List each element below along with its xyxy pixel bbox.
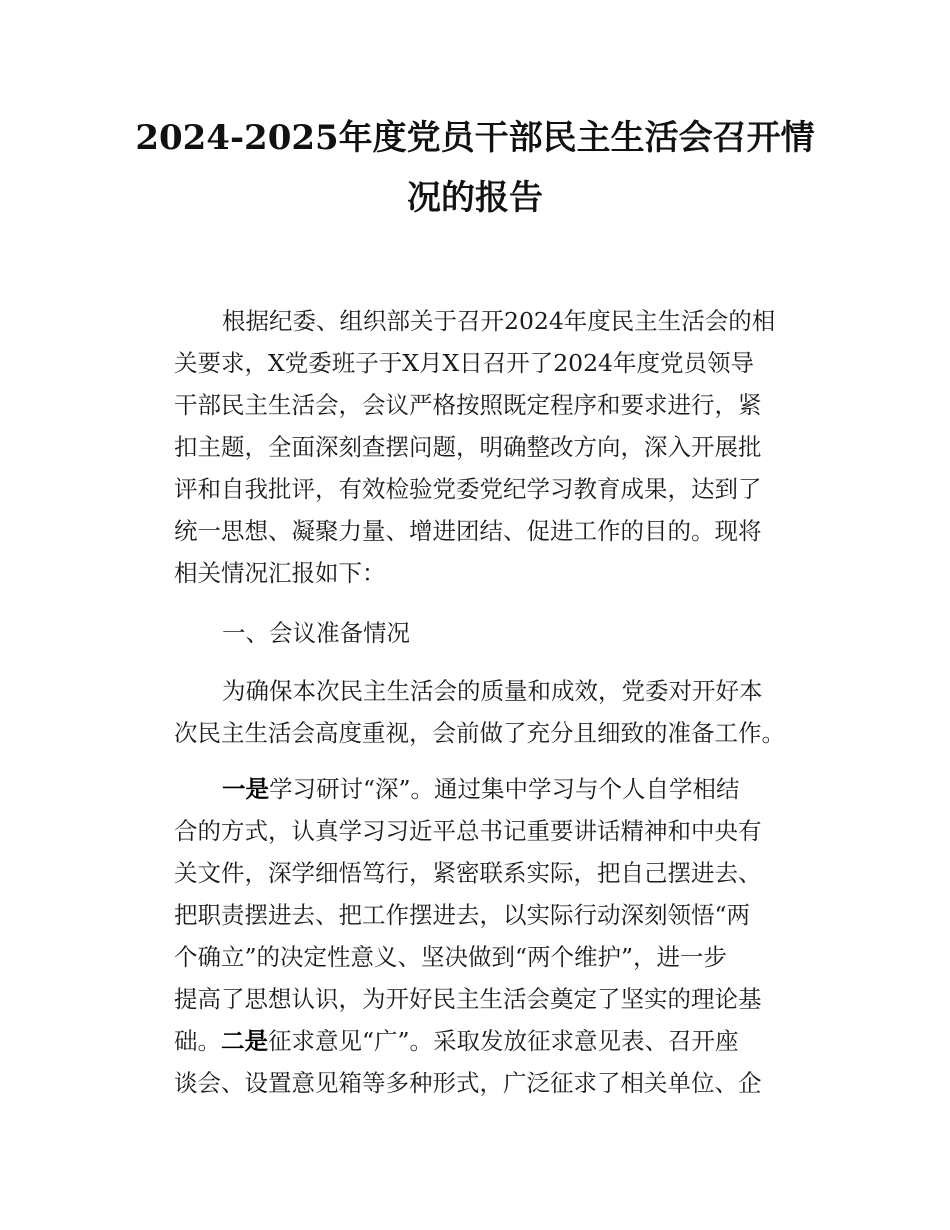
title-line-1: 2024-2025年度党员干部民主生活会召开情 (135, 118, 815, 158)
document-title (120, 108, 830, 228)
detail-line-1 (174, 768, 804, 810)
intro-line: 评和自我批评，有效检验党委党纪学习教育成果，达到了 (174, 475, 762, 503)
intro-paragraph (174, 300, 804, 594)
intro-line: 统一思想、凝聚力量、增进团结、促进工作的目的。现将 (174, 517, 762, 545)
detail-line: 提高了思想认识，为开好民主生活会奠定了坚实的理论基 (174, 985, 762, 1013)
section-heading-text: 一、会议准备情况 (222, 619, 410, 647)
section-heading (174, 612, 804, 654)
intro-line: 相关情况汇报如下： (174, 559, 386, 587)
item-1-text: 学习研讨“深”。通过集中学习与个人自学相结 (269, 775, 740, 803)
item-2-lead: 二是 (221, 1027, 268, 1055)
prep-paragraph (174, 670, 804, 754)
prep-line: 为确保本次民主生活会的质量和成效，党委对开好本 (222, 677, 763, 705)
detail-line-item-2 (174, 1020, 804, 1062)
detail-line: 把职责摆进去、把工作摆进去，以实际行动深刻领悟“两 (174, 901, 751, 929)
intro-line: 扣主题，全面深刻查摆问题，明确整改方向，深入开展批 (174, 433, 762, 461)
detail-line: 个确立”的决定性意义、坚决做到“两个维护”，进一步 (174, 943, 728, 971)
item-2-text: 征求意见“广”。采取发放征求意见表、召开座 (268, 1027, 739, 1055)
detail-line: 关文件，深学细悟笃行，紧密联系实际，把自己摆进去、 (174, 859, 762, 887)
prep-line: 次民主生活会高度重视，会前做了充分且细致的准备工作。 (174, 719, 785, 747)
detail-paragraph (174, 768, 804, 1104)
item-2-prefix: 础。 (174, 1027, 221, 1055)
item-1-lead: 一是 (222, 775, 269, 803)
detail-line: 合的方式，认真学习习近平总书记重要讲话精神和中央有 (174, 817, 762, 845)
intro-line: 根据纪委、组织部关于召开2024年度民主生活会的相 (222, 307, 776, 335)
intro-line: 干部民主生活会，会议严格按照既定程序和要求进行，紧 (174, 391, 762, 419)
title-line-2: 况的报告 (407, 178, 543, 218)
detail-line-last: 谈会、设置意见箱等多种形式，广泛征求了相关单位、企 (174, 1069, 762, 1097)
intro-line: 关要求，X党委班子于X月X日召开了2024年度党员领导 (174, 349, 754, 377)
